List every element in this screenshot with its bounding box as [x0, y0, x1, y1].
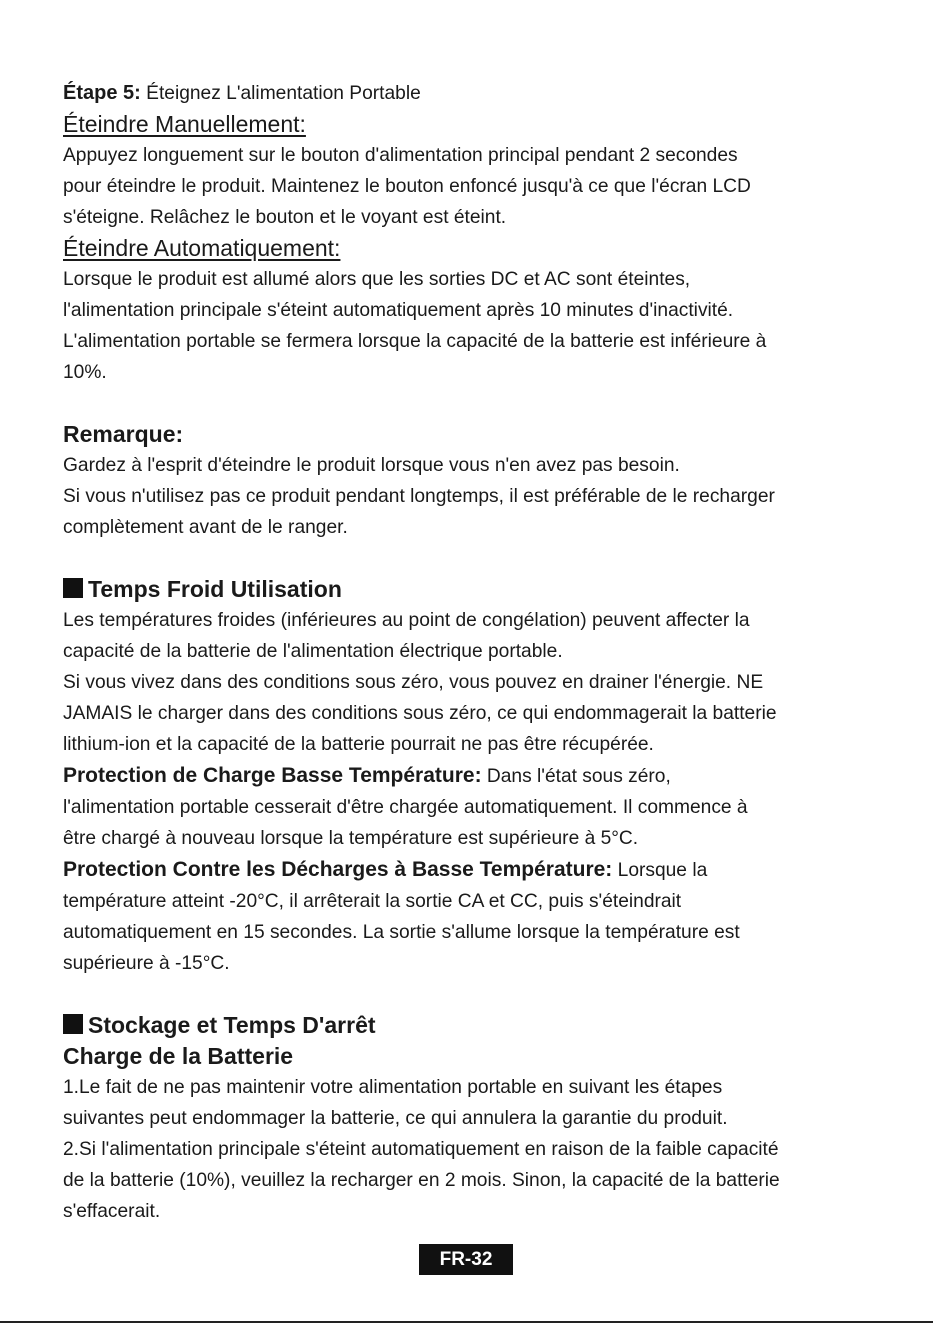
storage-title: Stockage et Temps D'arrêt	[88, 1012, 376, 1038]
auto-off-heading: Éteindre Automatiquement:	[63, 235, 341, 261]
spacer	[63, 388, 873, 419]
square-bullet-icon	[63, 578, 83, 598]
manual-off-heading: Éteindre Manuellement:	[63, 111, 306, 137]
charge-protection-line: être chargé à nouveau lorsque la température est supérieure à 5°C.	[63, 828, 639, 849]
manual-line: pour éteindre le produit. Maintenez le bouton enfoncé jusqu'à ce que l'écran LCD	[63, 176, 751, 197]
page-number-badge: FR-32	[419, 1244, 513, 1275]
step-5	[63, 78, 873, 109]
battery-charge-heading: Charge de la Batterie	[63, 1043, 294, 1069]
remark-line: complètement avant de le ranger.	[63, 517, 348, 538]
storage-line: s'effacerait.	[63, 1201, 161, 1222]
bottom-divider	[0, 1321, 933, 1323]
manual-line: s'éteigne. Relâchez le bouton et le voyant est éteint.	[63, 207, 507, 228]
discharge-protection-text: Lorsque la	[612, 860, 708, 881]
storage-heading	[63, 1010, 873, 1041]
document-page	[63, 78, 873, 1227]
step-5-text: Éteignez L'alimentation Portable	[146, 83, 421, 104]
square-bullet-icon	[63, 1014, 83, 1034]
cold-line: JAMAIS le charger dans des conditions sous zéro, ce qui endommagerait la batterie	[63, 703, 777, 724]
cold-line: Si vous vivez dans des conditions sous zéro, vous pouvez en drainer l'énergie. NE	[63, 672, 764, 693]
discharge-protection-line: supérieure à -15°C.	[63, 953, 230, 974]
storage-line: suivantes peut endommager la batterie, ce qui annulera la garantie du produit.	[63, 1108, 728, 1129]
remark-heading: Remarque:	[63, 421, 184, 447]
remark-line: Gardez à l'esprit d'éteindre le produit lorsque vous n'en avez pas besoin.	[63, 455, 680, 476]
discharge-protection-line: automatiquement en 15 secondes. La sortie s'allume lorsque la température est	[63, 922, 740, 943]
auto-line: L'alimentation portable se fermera lorsque la capacité de la batterie est inférieure à	[63, 331, 767, 352]
discharge-protection-first-line	[63, 854, 873, 886]
charge-protection-first-line	[63, 760, 873, 792]
cold-line: capacité de la batterie de l'alimentation électrique portable.	[63, 641, 563, 662]
charge-protection-line: l'alimentation portable cesserait d'être chargée automatiquement. Il commence à	[63, 797, 748, 818]
manual-line: Appuyez longuement sur le bouton d'alimentation principal pendant 2 secondes	[63, 145, 738, 166]
step-5-label: Étape 5:	[63, 82, 141, 104]
cold-weather-heading	[63, 574, 873, 605]
discharge-protection-label: Protection Contre les Décharges à Basse Température:	[63, 858, 613, 881]
charge-protection-label: Protection de Charge Basse Température:	[63, 764, 482, 787]
storage-line: 1.Le fait de ne pas maintenir votre alimentation portable en suivant les étapes	[63, 1077, 723, 1098]
auto-line: Lorsque le produit est allumé alors que les sorties DC et AC sont éteintes,	[63, 269, 691, 290]
auto-line: 10%.	[63, 362, 107, 383]
cold-line: Les températures froides (inférieures au point de congélation) peuvent affecter la	[63, 610, 750, 631]
storage-line: de la batterie (10%), veuillez la recharger en 2 mois. Sinon, la capacité de la batterie	[63, 1170, 780, 1191]
cold-line: lithium-ion et la capacité de la batterie pourrait ne pas être récupérée.	[63, 734, 654, 755]
storage-line: 2.Si l'alimentation principale s'éteint automatiquement en raison de la faible capacité	[63, 1139, 779, 1160]
charge-protection-text: Dans l'état sous zéro,	[481, 766, 671, 787]
spacer	[63, 979, 873, 1010]
spacer	[63, 543, 873, 574]
remark-line: Si vous n'utilisez pas ce produit pendant longtemps, il est préférable de le recharger	[63, 486, 775, 507]
auto-line: l'alimentation principale s'éteint automatiquement après 10 minutes d'inactivité.	[63, 300, 734, 321]
cold-weather-title: Temps Froid Utilisation	[88, 576, 342, 602]
discharge-protection-line: température atteint -20°C, il arrêterait la sortie CA et CC, puis s'éteindrait	[63, 891, 682, 912]
